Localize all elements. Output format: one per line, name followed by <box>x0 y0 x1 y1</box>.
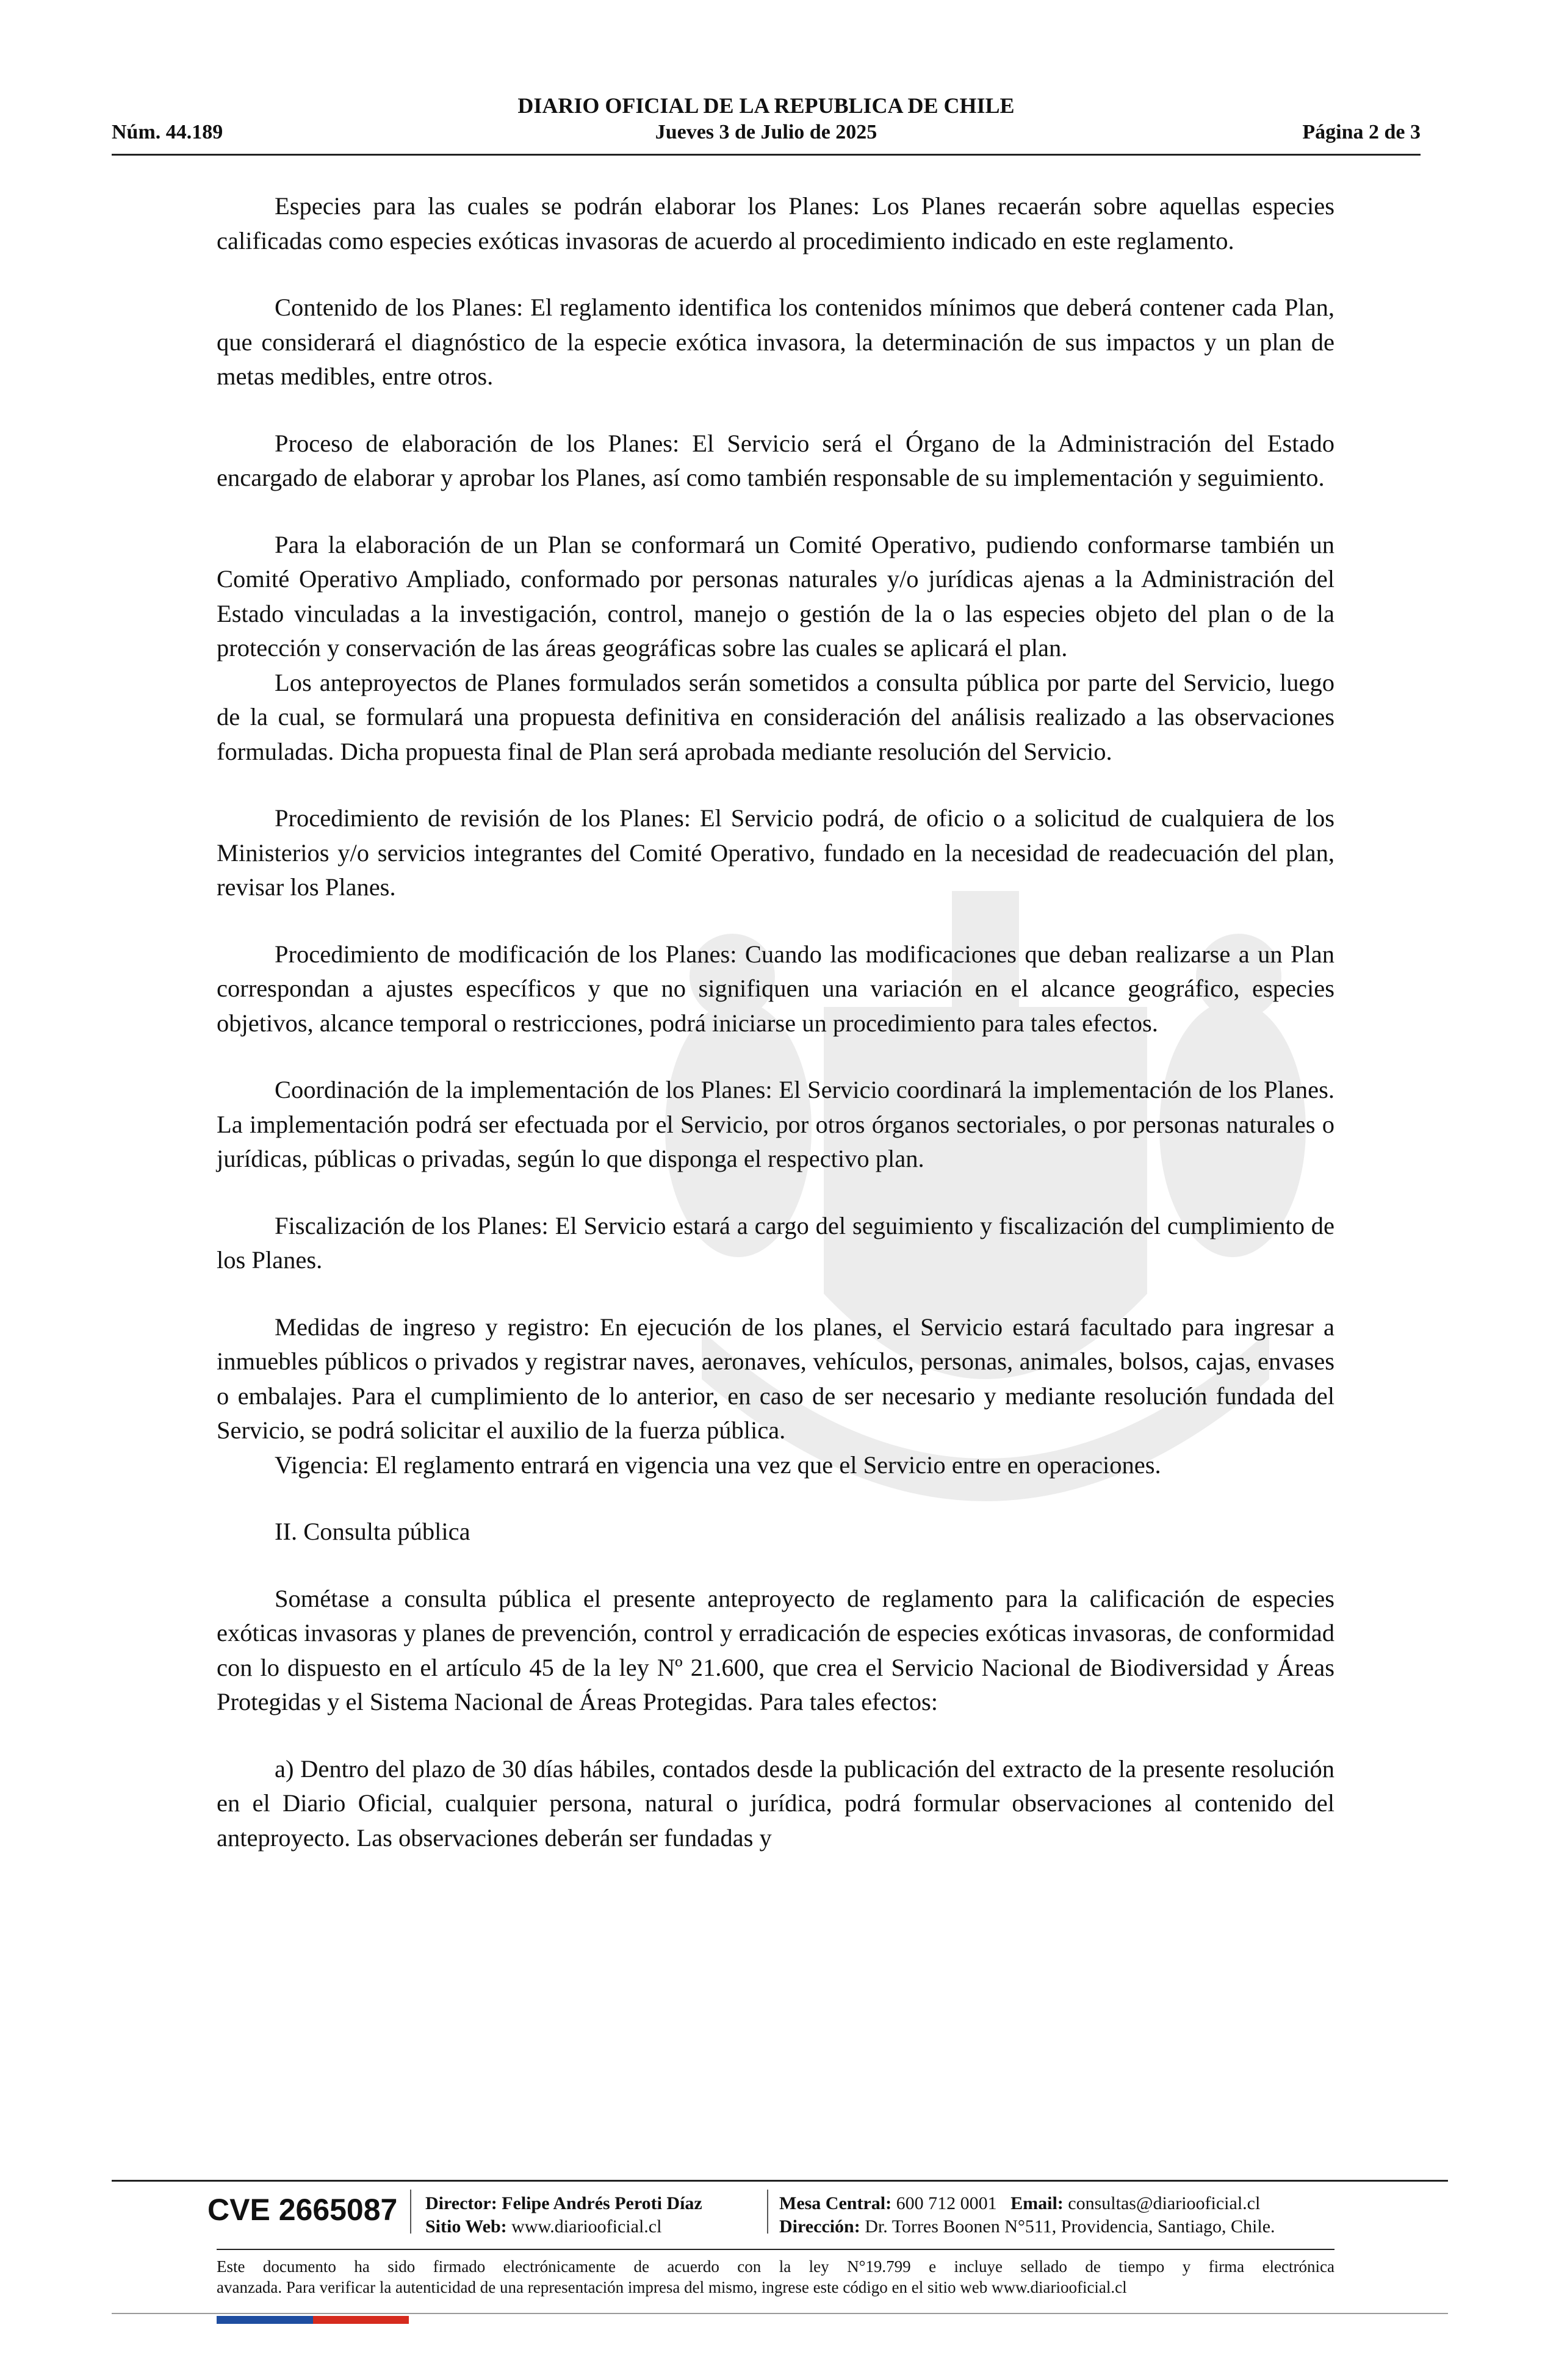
section-heading: II. Consulta pública <box>275 1518 470 1545</box>
issue-number: Núm. 44.189 <box>112 121 223 143</box>
footer-contact-block <box>779 2192 1275 2238</box>
flag-blue-segment <box>217 2316 313 2324</box>
director-name: Director: Felipe Andrés Peroti Díaz <box>425 2193 702 2213</box>
flag-red-segment <box>313 2316 409 2324</box>
legal-notice-line: avanzada. Para verificar la autenticidad de una representación impresa del mismo, ingrese este código en el sitio web www.diariooficial.cl <box>217 2278 1127 2296</box>
footer-inner-divider <box>217 2249 1334 2250</box>
page-number: Página 2 de 3 <box>1302 121 1421 143</box>
paragraph: Procedimiento de revisión de los Planes: El Servicio podrá, de oficio o a solicitud de cualquiera de los Ministerios y/o servicios integrantes del Comité Operativo, fundado en la necesidad de readecuación del plan, revisar los Planes. <box>217 804 1334 901</box>
cve-code: CVE 2665087 <box>207 2193 398 2227</box>
paragraph: Los anteproyectos de Planes formulados serán sometidos a consulta pública por parte del Servicio, luego de la cual, se formulará una propuesta definitiva en consideración del análisis realizado a las observaciones formuladas. Dicha propuesta final de Plan será aprobada mediante resolución del Servicio. <box>217 668 1334 765</box>
document-body <box>217 189 1334 1855</box>
footer-divider <box>112 2180 1448 2182</box>
footer-separator <box>767 2190 768 2234</box>
paragraph: Coordinación de la implementación de los Planes: El Servicio coordinará la implementación de los Planes. La implementación podrá ser efectuada por el Servicio, por otros órganos sectoriales, o por personas naturales o jurídicas, públicas o privadas, según lo que disponga el respectivo plan. <box>217 1076 1334 1172</box>
header-divider <box>112 154 1421 156</box>
footer-director-block <box>425 2192 702 2238</box>
mesa-label: Mesa Central: <box>779 2193 892 2213</box>
legal-notice-line: Este documento ha sido firmado electrónicamente de acuerdo con la ley N°19.799 e incluye sellado de tiempo y firma electrónica <box>217 2257 1334 2276</box>
legal-notice <box>217 2256 1334 2298</box>
website-link[interactable]: www.diariooficial.cl <box>511 2216 662 2237</box>
email-label: Email: <box>1010 2193 1064 2213</box>
footer-bottom-divider <box>112 2313 1448 2314</box>
issue-date: Jueves 3 de Julio de 2025 <box>655 121 877 143</box>
email-link[interactable]: consultas@diariooficial.cl <box>1068 2193 1261 2213</box>
mesa-phone: 600 712 0001 <box>896 2193 997 2213</box>
paragraph: Sométase a consulta pública el presente anteproyecto de reglamento para la calificación de especies exóticas invasoras y planes de prevención, control y erradicación de especies exóticas invasoras, de conformidad con lo dispuesto en el artículo 45 de la ley Nº 21.600, que crea el Servicio Nacional de Biodiversidad y Áreas Protegidas y el Sistema Nacional de Áreas Protegidas. Para tales efectos: <box>217 1584 1334 1715</box>
footer-separator <box>410 2190 411 2234</box>
address-value: Dr. Torres Boonen N°511, Providencia, Santiago, Chile. <box>865 2216 1275 2237</box>
journal-title: DIARIO OFICIAL DE LA REPUBLICA DE CHILE <box>517 93 1015 118</box>
paragraph: Contenido de los Planes: El reglamento identifica los contenidos mínimos que deberá contener cada Plan, que considerará el diagnóstico de la especie exótica invasora, la determinación de sus impactos y un plan de metas medibles, entre otros. <box>217 294 1334 390</box>
paragraph: Medidas de ingreso y registro: En ejecución de los planes, el Servicio estará facultado para ingresar a inmuebles públicos o privados y registrar naves, aeronaves, vehículos, personas, animales, bolsos, cajas, envases o embalajes. Para el cumplimiento de lo anterior, en caso de ser necesario y mediante resolución fundada del Servicio, se podrá solicitar el auxilio de la fuerza pública. <box>217 1313 1334 1444</box>
header-row <box>112 121 1421 150</box>
paragraph: Fiscalización de los Planes: El Servicio estará a cargo del seguimiento y fiscalización del cumplimiento de los Planes. <box>217 1211 1334 1274</box>
paragraph: a) Dentro del plazo de 30 días hábiles, contados desde la publicación del extracto de la presente resolución en el Diario Oficial, cualquier persona, natural o jurídica, podrá formular observaciones al contenido del anteproyecto. Las observaciones deberán ser fundadas y <box>217 1754 1334 1852</box>
chile-flag-bar <box>217 2316 409 2324</box>
address-label: Dirección: <box>779 2216 860 2237</box>
paragraph: Especies para las cuales se podrán elaborar los Planes: Los Planes recaerán sobre aquellas especies calificadas como especies exóticas invasoras de acuerdo al procedimiento indicado en este reglamento. <box>217 192 1334 254</box>
paragraph: Proceso de elaboración de los Planes: El Servicio será el Órgano de la Administración del Estado encargado de elaborar y aprobar los Planes, así como también responsable de su implementación y seguimiento. <box>217 429 1334 491</box>
paragraph: Procedimiento de modificación de los Planes: Cuando las modificaciones que deban realizarse a un Plan correspondan a ajustes específicos y que no signifiquen una variación en el alcance geográfico, especies objetivos, alcance temporal o restricciones, podrá iniciarse un procedimiento para tales efectos. <box>217 940 1334 1037</box>
paragraph: Para la elaboración de un Plan se conformará un Comité Operativo, pudiendo conformarse también un Comité Operativo Ampliado, conformado por personas naturales y/o jurídicas ajenas a la Administración del Estado vinculadas a la investigación, control, manejo o gestión de la o las especies objeto del plan o de la protección y conservación de las áreas geográficas sobre las cuales se aplicará el plan. <box>217 530 1334 662</box>
website-label: Sitio Web: <box>425 2216 507 2237</box>
paragraph: Vigencia: El reglamento entrará en vigencia una vez que el Servicio entre en operaciones. <box>275 1451 1161 1479</box>
